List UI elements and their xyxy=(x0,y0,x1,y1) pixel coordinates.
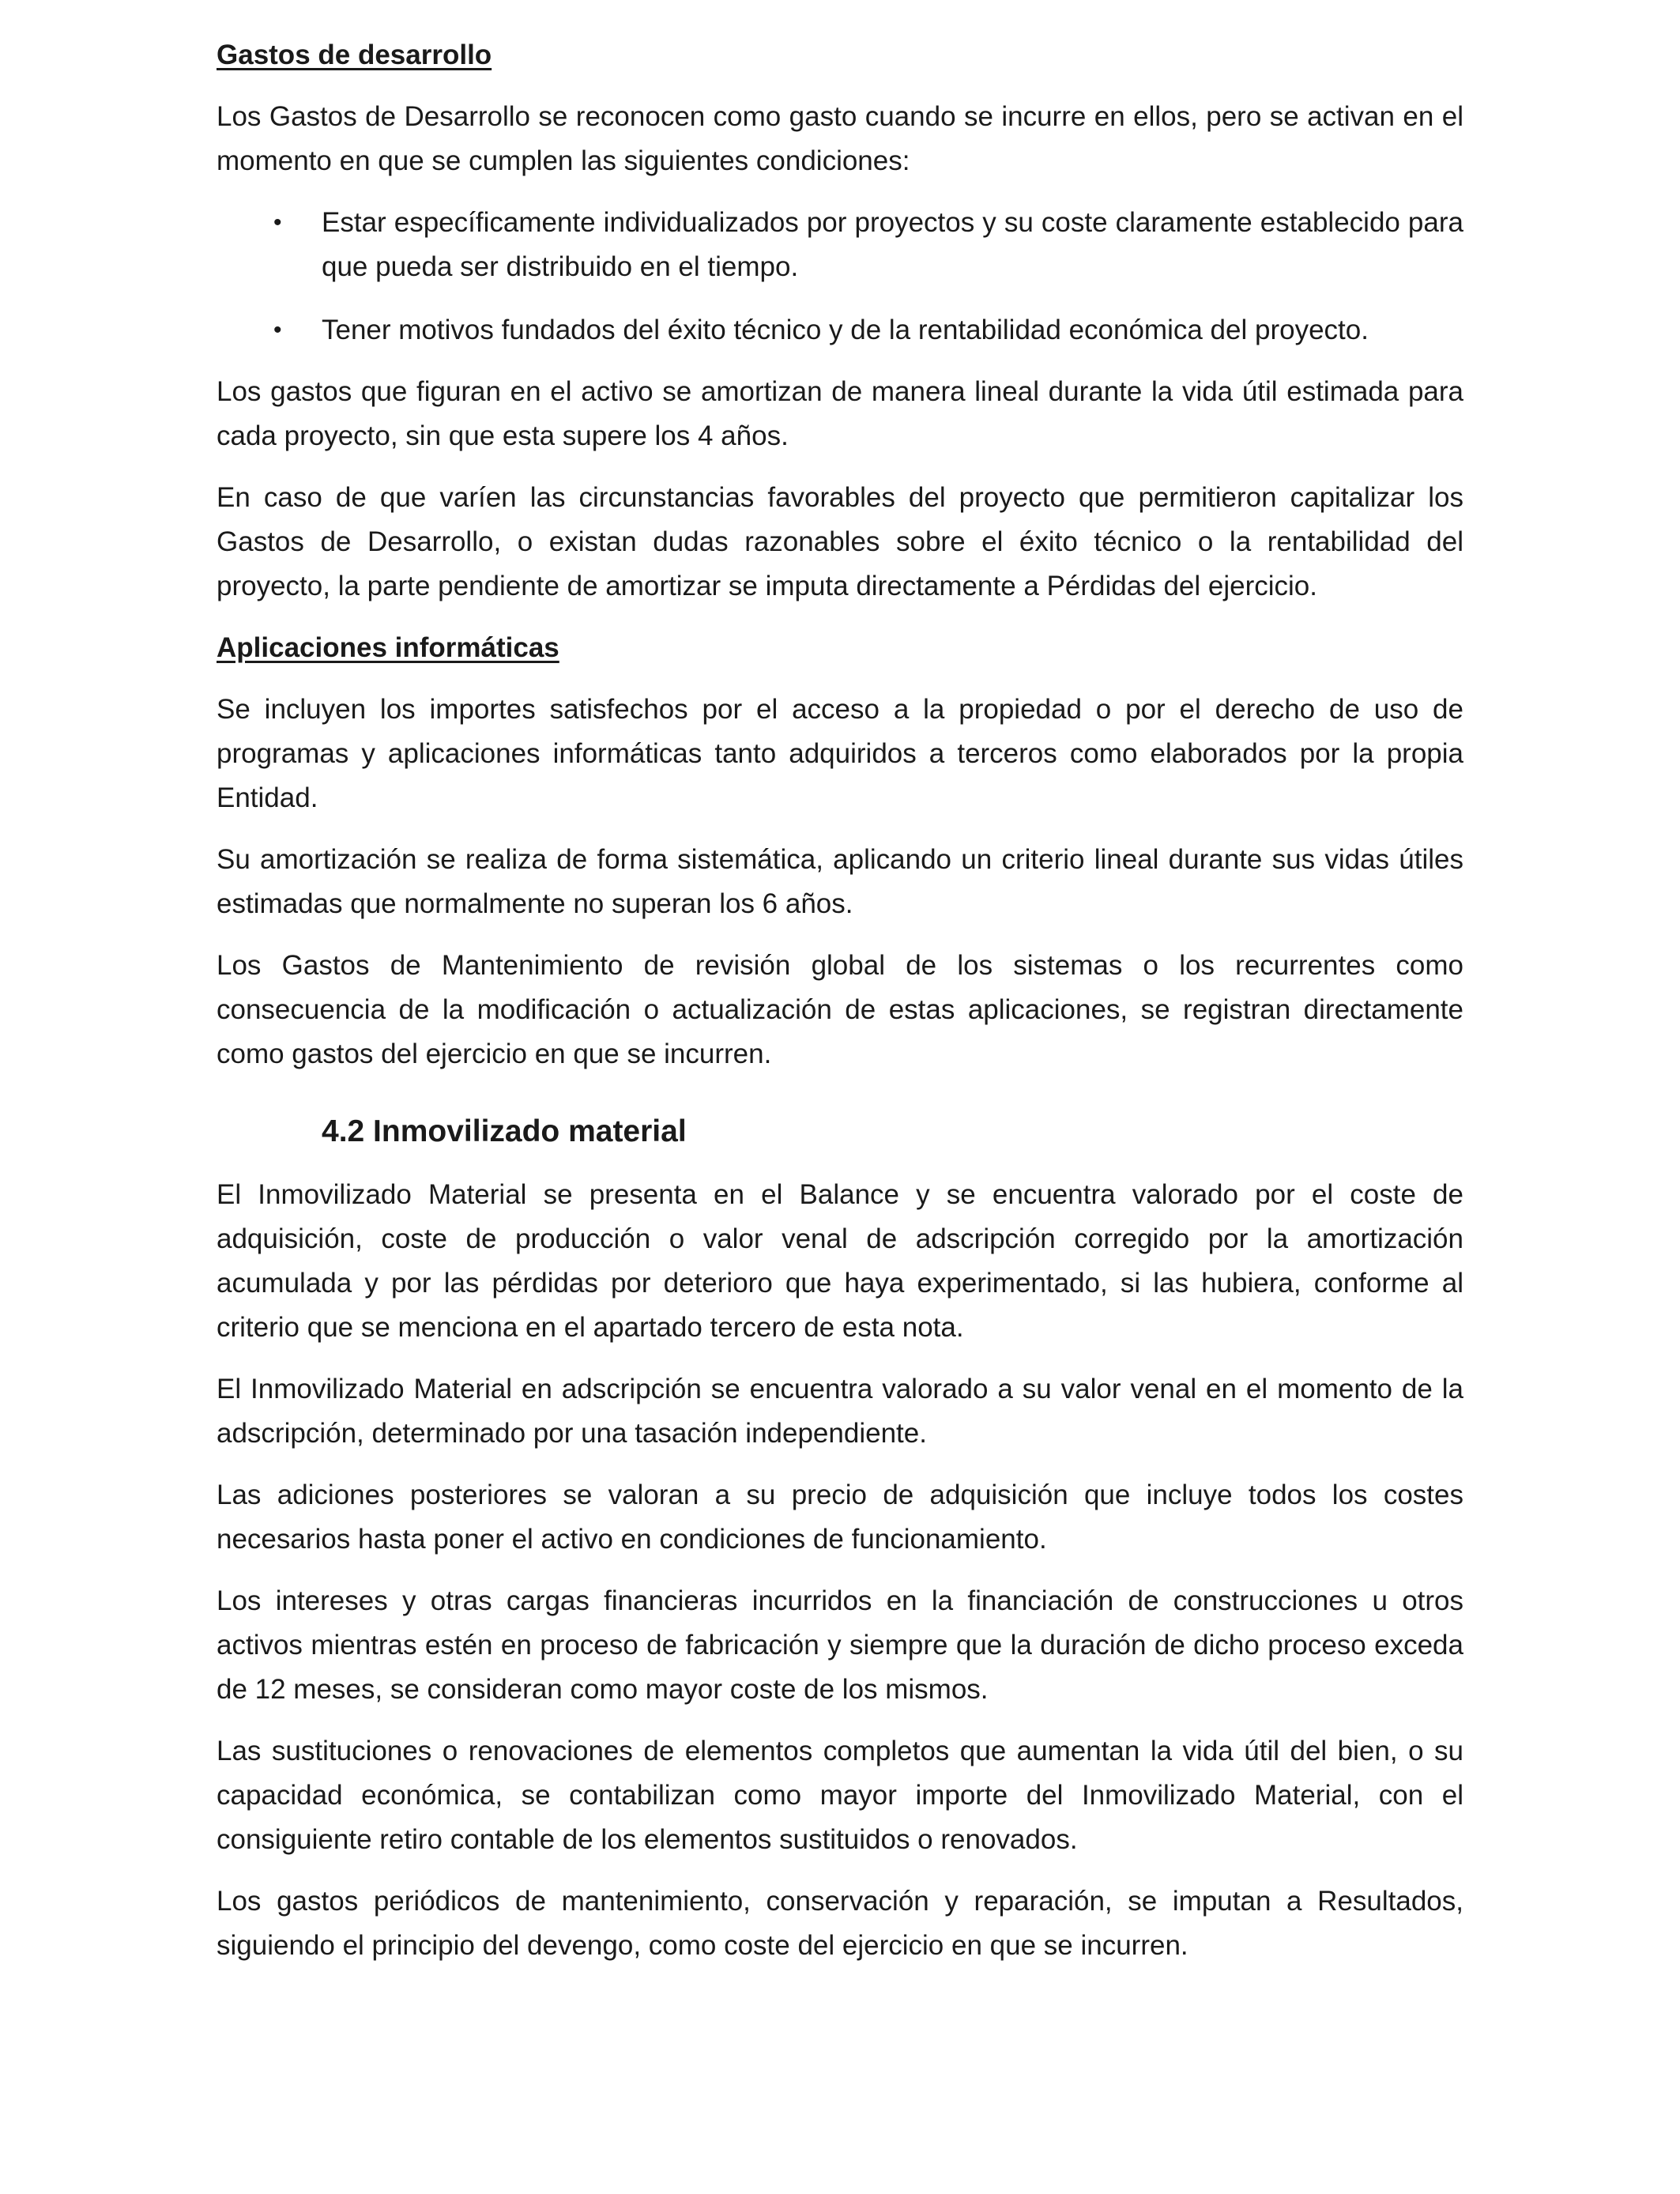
paragraph: Los intereses y otras cargas financieras incurridos en la financiación de construcciones u otros activos mientras estén en proceso de fabricación y siempre que la duración de dicho proceso exceda de 12 meses, se consideran como mayor coste de los mismos. xyxy=(217,1585,1463,1705)
paragraph: Los Gastos de Desarrollo se reconocen como gasto cuando se incurre en ellos, pero se activan en el momento en que se cumplen las siguientes condiciones: xyxy=(217,101,1463,176)
paragraph: Se incluyen los importes satisfechos por el acceso a la propiedad o por el derecho de uso de programas y aplicaciones informáticas tanto adquiridos a terceros como elaborados por la propia Entidad. xyxy=(217,694,1463,813)
paragraph: El Inmovilizado Material se presenta en el Balance y se encuentra valorado por el coste de adquisición, coste de producción o valor venal de adscripción corregido por la amortización acumulada y por las pérdidas por deterioro que haya experimentado, si las hubiera, conforme al criterio que se menciona en el apartado tercero de esta nota. xyxy=(217,1179,1463,1343)
bullet-icon: • xyxy=(273,209,282,236)
bullet-icon: • xyxy=(273,317,282,343)
paragraph: Las adiciones posteriores se valoran a su precio de adquisición que incluye todos los costes necesarios hasta poner el activo en condiciones de funcionamiento. xyxy=(217,1480,1463,1555)
bullet-item xyxy=(217,308,1463,352)
bullet-text: Estar específicamente individualizados por proyectos y su coste claramente establecido para que pueda ser distribuido en el tiempo. xyxy=(322,207,1463,282)
section-title-inmovilizado-material: 4.2 Inmovilizado material xyxy=(322,1114,687,1148)
paragraph: Los gastos periódicos de mantenimiento, conservación y reparación, se imputan a Resultados, siguiendo el principio del devengo, como coste del ejercicio en que se incurren. xyxy=(217,1886,1463,1961)
heading-aplicaciones-informaticas: Aplicaciones informáticas xyxy=(217,632,559,663)
paragraph: En caso de que varíen las circunstancias favorables del proyecto que permitieron capitalizar los Gastos de Desarrollo, o existan dudas razonables sobre el éxito técnico o la rentabilidad del proyecto, la parte pendiente de amortizar se imputa directamente a Pérdidas del ejercicio. xyxy=(217,482,1463,601)
paragraph: Los Gastos de Mantenimiento de revisión global de los sistemas o los recurrentes como consecuencia de la modificación o actualización de estas aplicaciones, se registran directamente como gastos del ejercicio en que se incurren. xyxy=(217,950,1463,1069)
paragraph: Las sustituciones o renovaciones de elementos completos que aumentan la vida útil del bien, o su capacidad económica, se contabilizan como mayor importe del Inmovilizado Material, con el consiguiente retiro contable de los elementos sustituidos o renovados. xyxy=(217,1736,1463,1855)
bullet-text: Tener motivos fundados del éxito técnico y de la rentabilidad económica del proyecto. xyxy=(322,315,1369,345)
heading-gastos-desarrollo: Gastos de desarrollo xyxy=(217,40,492,70)
bullet-list xyxy=(217,201,1463,352)
document-page xyxy=(217,33,1463,1985)
bullet-item xyxy=(217,201,1463,289)
paragraph: Los gastos que figuran en el activo se amortizan de manera lineal durante la vida útil estimada para cada proyecto, sin que esta supere los 4 años. xyxy=(217,376,1463,451)
paragraph: Su amortización se realiza de forma sistemática, aplicando un criterio lineal durante sus vidas útiles estimadas que normalmente no superan los 6 años. xyxy=(217,844,1463,919)
paragraph: El Inmovilizado Material en adscripción se encuentra valorado a su valor venal en el momento de la adscripción, determinado por una tasación independiente. xyxy=(217,1374,1463,1449)
